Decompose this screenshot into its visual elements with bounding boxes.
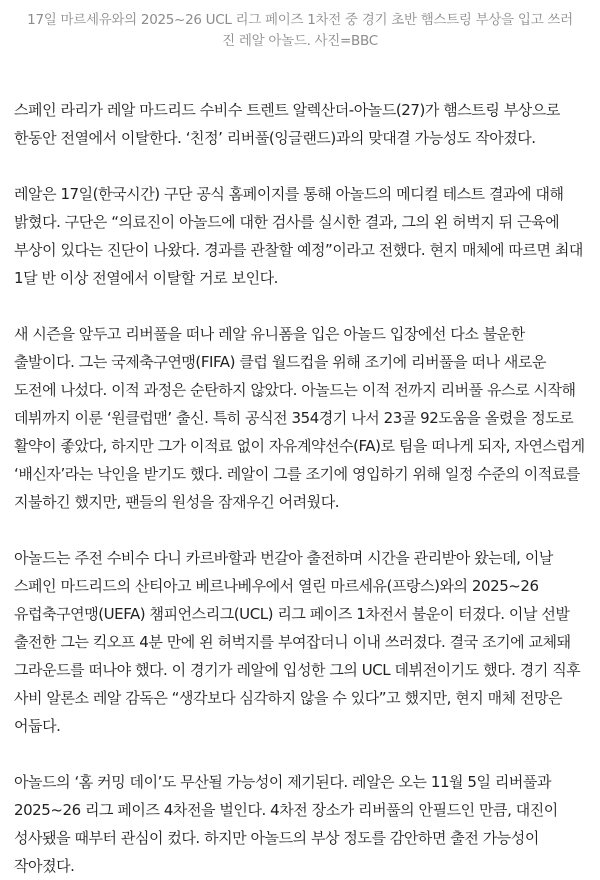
article-paragraph-3: 새 시즌을 앞두고 리버풀을 떠나 레알 유니폼을 입은 아놀드 입장에선 다소 불운한 출발이다. 그는 국제축구연맹(FIFA) 클럽 월드컵을 위해 조기에 리버풀을 떠나 새로운 도전에 나섰다. 이적 과정은 순탄하지 않았다. 아놀드는 이적 전까지 리버풀 유스로 시작해 데뷔까지 이룬 ‘원클럽맨’ 출신. 특히 공식전 354경기 나서 23골 92도움을 올렸을 정도로 활약이 좋았다, 하지만 그가 이적료 없이 자유계약선수(FA)로 팀을 떠나게 되자, 자연스럽게 ‘배신자’라는 낙인을 받기도 했다. 레알이 그를 조기에 영입하기 위해 일정 수준의 이적료를 지불하긴 했지만, 팬들의 원성을 잠재우긴 어려웠다. <box>14 325 585 511</box>
photo-caption: 17일 마르세유와의 2025~26 UCL 리그 페이즈 1차전 중 경기 초반 햄스트링 부상을 입고 쓰러진 레알 아놀드. 사진=BBC <box>27 12 573 49</box>
article-paragraph-5: 아놀드의 ‘홈 커밍 데이’도 무산될 가능성이 제기된다. 레알은 오는 11월 5일 리버풀과 2025~26 리그 페이즈 4차전을 벌인다. 4차전 장소가 리버풀의 안필드인 만큼, 대진이 성사됐을 때부터 관심이 컸다. 하지만 아놀드의 부상 정도를 감안하면 출전 가능성이 작아졌다. <box>14 773 558 875</box>
article-paragraph-2: 레알은 17일(한국시간) 구단 공식 홈페이지를 통해 아놀드의 메디컬 테스트 결과에 대해 밝혔다. 구단은 “의료진이 아놀드에 대한 검사를 실시한 결과, 그의 왼 허벅지 뒤 근육에 부상이 있다는 진단이 나왔다. 경과를 관찰할 예정”이라고 전했다. 현지 매체에 따르면 최대 1달 반 이상 전열에서 이탈할 거로 보인다. <box>14 185 583 287</box>
article-paragraph-1: 스페인 라리가 레알 마드리드 수비수 트렌트 알렉산더-아놀드(27)가 햄스트링 부상으로 한동안 전열에서 이탈한다. ‘친정’ 리버풀(잉글랜드)과의 맞대결 가능성도 작아졌다. <box>14 101 560 147</box>
article-body <box>14 96 586 880</box>
article-paragraph-4: 아놀드는 주전 수비수 다니 카르바할과 번갈아 출전하며 시간을 관리받아 왔는데, 이날 스페인 마드리드의 산티아고 베르나베우에서 열린 마르세유(프랑스)와의 2025~26 유럽축구연맹(UEFA) 챔피언스리그(UCL) 리그 페이즈 1차전서 불운이 터졌다. 이날 선발 출전한 그는 킥오프 4분 만에 왼 허벅지를 부여잡더니 이내 쓰러졌다. 결국 조기에 교체돼 그라운드를 떠나야 했다. 이 경기가 레알에 입성한 그의 UCL 데뷔전이기도 했다. 경기 직후 사비 알론소 레알 감독은 “생각보다 심각하지 않을 수 있다”고 했지만, 현지 매체 전망은 어둡다. <box>14 549 581 735</box>
